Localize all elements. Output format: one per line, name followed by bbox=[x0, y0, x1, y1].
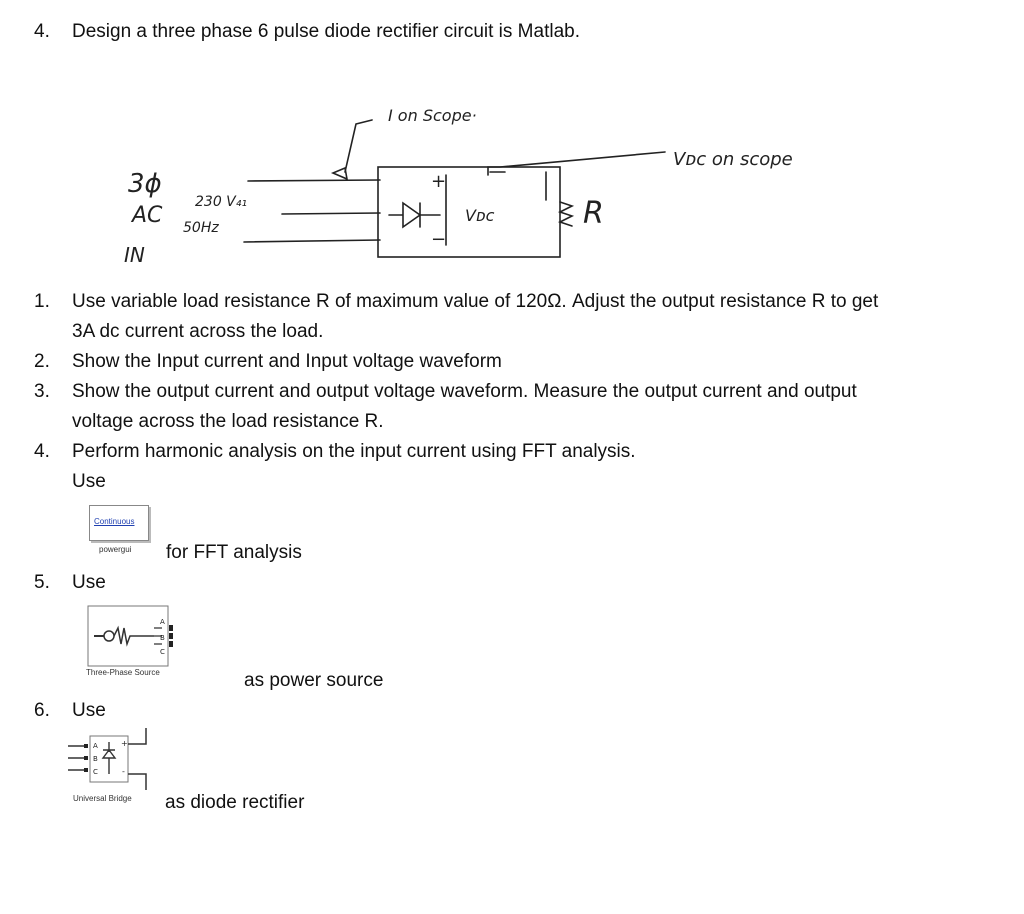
task-6-line-1: Use bbox=[72, 700, 106, 721]
r-label: R bbox=[583, 196, 604, 231]
plus-sign: + bbox=[431, 171, 447, 192]
bridge-minus: - bbox=[122, 767, 125, 776]
frequency-label: 50Hz bbox=[183, 220, 219, 236]
voltage-label: 230 V₄₁ bbox=[195, 194, 247, 210]
powergui-label: powergui bbox=[99, 545, 132, 554]
bridge-plus: + bbox=[121, 739, 128, 748]
bridge-label: Universal Bridge bbox=[73, 794, 132, 803]
powergui-caption: for FFT analysis bbox=[166, 542, 302, 563]
diode-symbol bbox=[389, 203, 440, 227]
task-4-line-1: Perform harmonic analysis on the input current using FFT analysis. bbox=[72, 441, 636, 462]
phase-label: 3ϕ bbox=[128, 169, 162, 199]
task-3-line-2: voltage across the load resistance R. bbox=[72, 411, 384, 432]
task-1-number: 1. bbox=[34, 291, 50, 312]
task-4-line-2: Use bbox=[72, 471, 106, 492]
vdc-scope-label: Vᴅᴄ on scope bbox=[673, 149, 793, 170]
three-phase-source-block bbox=[84, 604, 194, 674]
task-6-number: 6. bbox=[34, 700, 50, 721]
vdc-label: Vᴅᴄ bbox=[465, 206, 495, 225]
task-4-number: 4. bbox=[34, 441, 50, 462]
input-line-bottom bbox=[244, 240, 380, 242]
bridge-port-b: B bbox=[93, 755, 98, 763]
powergui-block bbox=[89, 505, 149, 541]
load-resistor bbox=[560, 202, 572, 226]
task-3-line-1: Show the output current and output voltage waveform. Measure the output current and output bbox=[72, 381, 857, 402]
circuit-sketch bbox=[0, 0, 1024, 290]
task-5-line-1: Use bbox=[72, 572, 106, 593]
task-2-line-1: Show the Input current and Input voltage waveform bbox=[72, 351, 502, 372]
input-line-mid bbox=[282, 213, 380, 214]
source-port-a: A bbox=[160, 618, 165, 626]
i-scope-label: I on Scope· bbox=[388, 106, 477, 125]
source-port-c: C bbox=[160, 648, 165, 656]
source-port-b: B bbox=[160, 634, 165, 642]
task-1-line-2: 3A dc current across the load. bbox=[72, 321, 324, 342]
ac-label: AC bbox=[132, 203, 163, 228]
minus-sign: − bbox=[431, 229, 447, 250]
i-scope-probe bbox=[345, 120, 372, 172]
task-1-line-1: Use variable load resistance R of maximum value of 120Ω. Adjust the output resistance R to get bbox=[72, 291, 879, 312]
task-5-number: 5. bbox=[34, 572, 50, 593]
bridge-caption: as diode rectifier bbox=[165, 792, 305, 813]
source-caption: as power source bbox=[244, 670, 384, 691]
input-line-top bbox=[248, 180, 380, 181]
bridge-port-a: A bbox=[93, 742, 98, 750]
universal-bridge-block bbox=[66, 724, 156, 794]
task-3-number: 3. bbox=[34, 381, 50, 402]
bridge-port-c: C bbox=[93, 768, 98, 776]
task-2-number: 2. bbox=[34, 351, 50, 372]
in-label: IN bbox=[124, 243, 145, 267]
powergui-inner-label: Continuous bbox=[94, 517, 135, 526]
source-label: Three-Phase Source bbox=[86, 668, 160, 677]
vdc-scope-probe bbox=[488, 152, 665, 175]
question-title: Design a three phase 6 pulse diode rectifier circuit is Matlab. bbox=[72, 21, 580, 42]
question-number: 4. bbox=[34, 21, 50, 42]
